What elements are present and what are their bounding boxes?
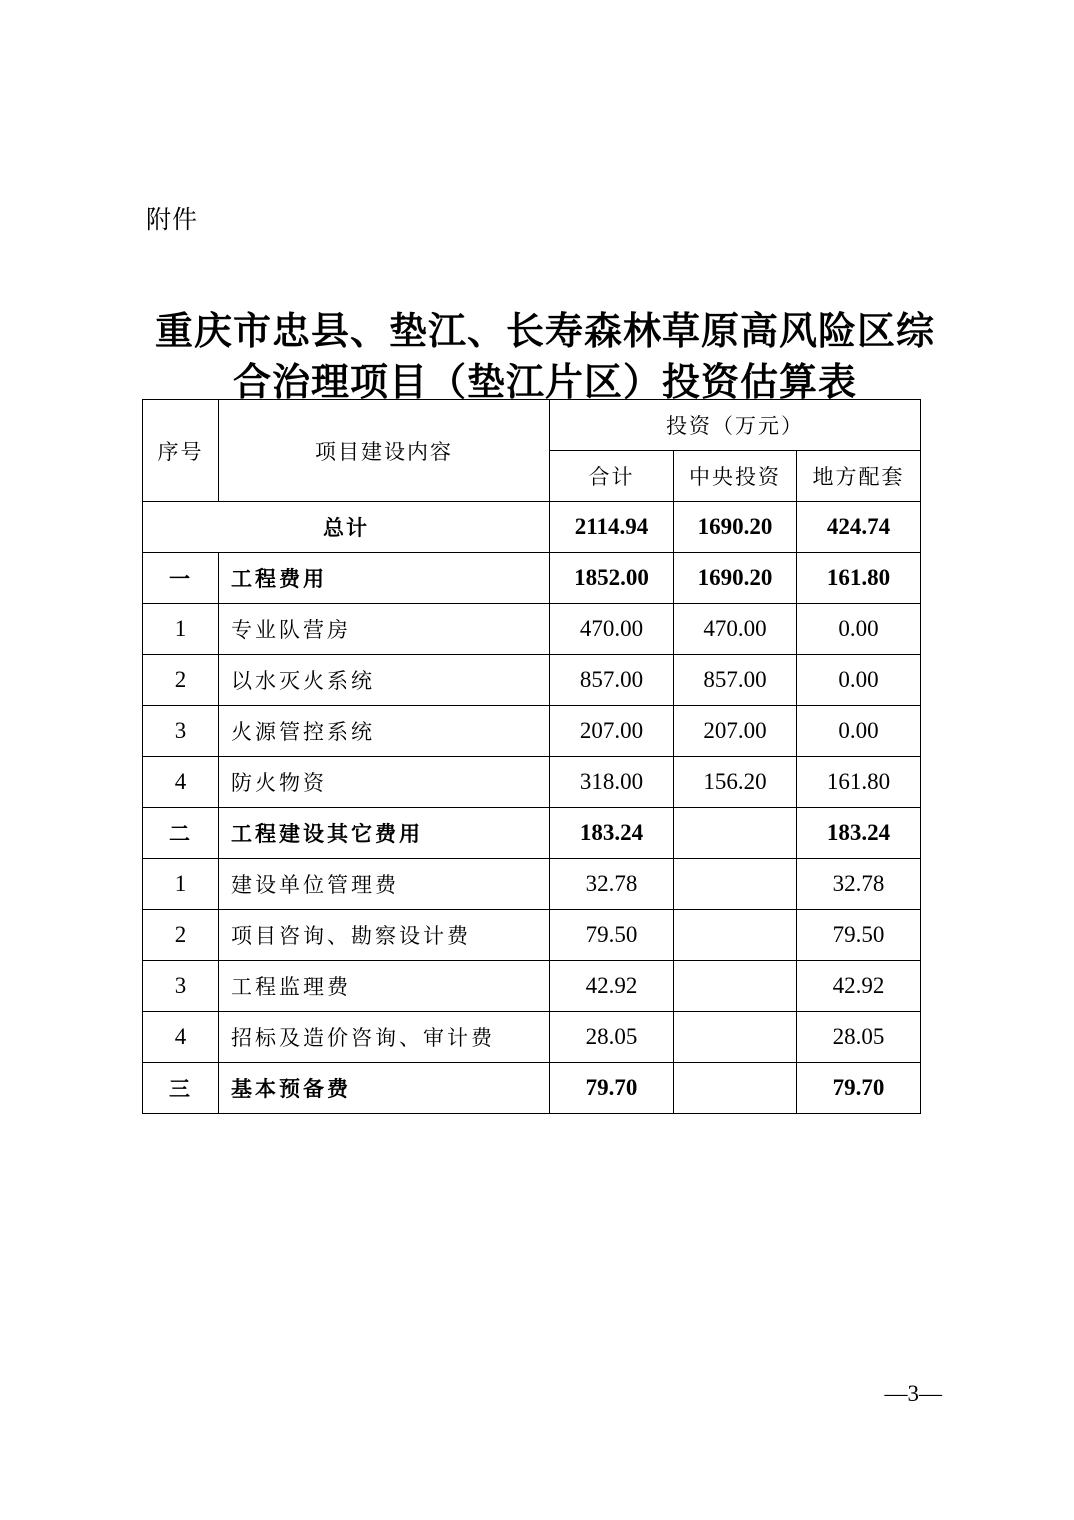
header-total: 合计 — [550, 451, 674, 502]
row-local: 0.00 — [797, 604, 921, 655]
table-row — [143, 706, 921, 757]
row-seq: 一 — [143, 553, 219, 604]
row-central: 470.00 — [674, 604, 797, 655]
row-seq: 4 — [143, 757, 219, 808]
row-name: 招标及造价咨询、审计费 — [219, 1012, 550, 1063]
header-investment: 投资（万元） — [550, 400, 921, 451]
row-central — [674, 859, 797, 910]
row-local: 183.24 — [797, 808, 921, 859]
row-seq: 二 — [143, 808, 219, 859]
row-seq: 2 — [143, 655, 219, 706]
row-name: 工程监理费 — [219, 961, 550, 1012]
row-local: 0.00 — [797, 706, 921, 757]
header-local: 地方配套 — [797, 451, 921, 502]
table-row — [143, 553, 921, 604]
document-title-line-2: 合治理项目（垫江片区）投资估算表 — [232, 359, 857, 404]
grand-total-label: 总计 — [143, 502, 550, 553]
row-local: 0.00 — [797, 655, 921, 706]
table-row — [143, 859, 921, 910]
investment-estimate-table — [142, 399, 921, 1114]
table-row — [143, 1012, 921, 1063]
header-central: 中央投资 — [674, 451, 797, 502]
row-seq: 1 — [143, 859, 219, 910]
row-seq: 4 — [143, 1012, 219, 1063]
row-local: 79.50 — [797, 910, 921, 961]
row-total: 32.78 — [550, 859, 674, 910]
row-name: 专业队营房 — [219, 604, 550, 655]
row-total: 183.24 — [550, 808, 674, 859]
row-seq: 三 — [143, 1063, 219, 1114]
row-local: 161.80 — [797, 553, 921, 604]
row-name: 建设单位管理费 — [219, 859, 550, 910]
row-total: 318.00 — [550, 757, 674, 808]
grand-total-central: 1690.20 — [674, 502, 797, 553]
row-name: 项目咨询、勘察设计费 — [219, 910, 550, 961]
row-name: 工程建设其它费用 — [219, 808, 550, 859]
row-local: 42.92 — [797, 961, 921, 1012]
row-central — [674, 1063, 797, 1114]
row-central — [674, 910, 797, 961]
grand-total-row — [143, 502, 921, 553]
table-row — [143, 808, 921, 859]
row-central — [674, 961, 797, 1012]
table-header-row — [143, 400, 921, 451]
row-total: 857.00 — [550, 655, 674, 706]
page-number: —3— — [884, 1381, 942, 1406]
row-total: 470.00 — [550, 604, 674, 655]
row-central: 1690.20 — [674, 553, 797, 604]
row-total: 79.70 — [550, 1063, 674, 1114]
row-local: 79.70 — [797, 1063, 921, 1114]
row-name: 防火物资 — [219, 757, 550, 808]
header-content: 项目建设内容 — [219, 400, 550, 502]
row-total: 42.92 — [550, 961, 674, 1012]
document-title-line-1: 重庆市忠县、垫江、长寿森林草原高风险区综 — [154, 308, 935, 353]
grand-total-total: 2114.94 — [550, 502, 674, 553]
row-name: 火源管控系统 — [219, 706, 550, 757]
row-local: 28.05 — [797, 1012, 921, 1063]
row-seq: 3 — [143, 961, 219, 1012]
row-central: 857.00 — [674, 655, 797, 706]
row-seq: 2 — [143, 910, 219, 961]
table-row — [143, 655, 921, 706]
row-local: 161.80 — [797, 757, 921, 808]
row-name: 以水灭火系统 — [219, 655, 550, 706]
row-total: 79.50 — [550, 910, 674, 961]
grand-total-local: 424.74 — [797, 502, 921, 553]
row-seq: 1 — [143, 604, 219, 655]
row-central: 156.20 — [674, 757, 797, 808]
table-row — [143, 910, 921, 961]
row-total: 28.05 — [550, 1012, 674, 1063]
row-local: 32.78 — [797, 859, 921, 910]
table-row — [143, 1063, 921, 1114]
attachment-label: 附件 — [146, 205, 199, 234]
row-central — [674, 808, 797, 859]
table-row — [143, 757, 921, 808]
row-central — [674, 1012, 797, 1063]
table-row — [143, 604, 921, 655]
row-seq: 3 — [143, 706, 219, 757]
table-row — [143, 961, 921, 1012]
row-total: 207.00 — [550, 706, 674, 757]
row-total: 1852.00 — [550, 553, 674, 604]
row-name: 基本预备费 — [219, 1063, 550, 1114]
header-seq: 序号 — [143, 400, 219, 502]
row-name: 工程费用 — [219, 553, 550, 604]
row-central: 207.00 — [674, 706, 797, 757]
